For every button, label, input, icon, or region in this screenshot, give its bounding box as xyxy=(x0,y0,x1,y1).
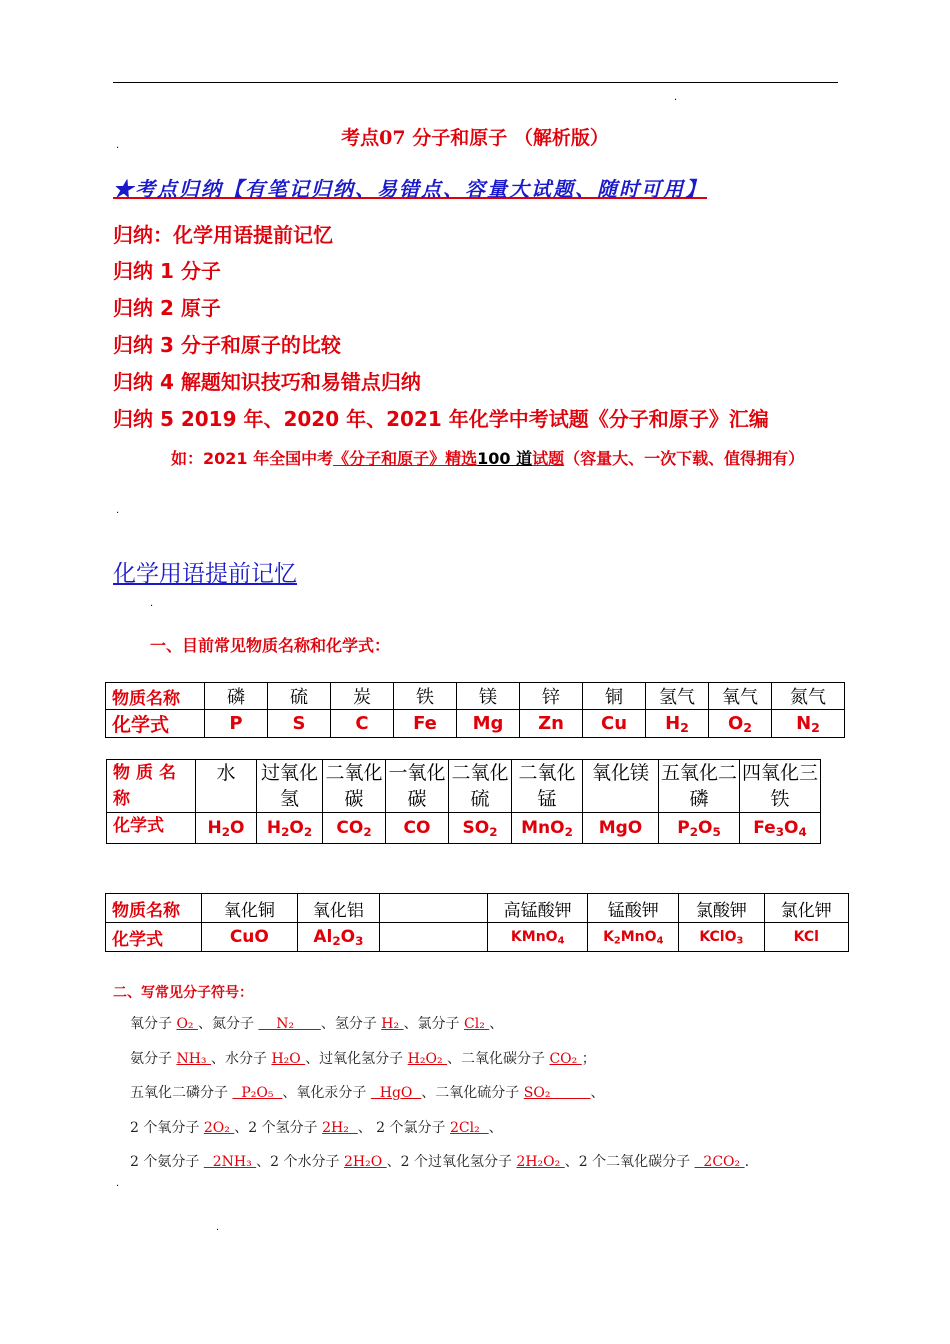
answer-blank[interactable]: Cl₂ xyxy=(464,1016,490,1032)
substance-name: 铜 xyxy=(583,683,646,710)
exercise-text: 、氧化汞分子 xyxy=(282,1085,371,1101)
answer-blank[interactable]: H₂O xyxy=(271,1050,306,1067)
chemical-formula: $CO_2$ xyxy=(323,813,386,844)
exercise-line xyxy=(130,1150,749,1185)
substance-name: 锌 xyxy=(520,683,583,710)
answer-blank[interactable]: SO₂ xyxy=(523,1085,591,1101)
note-link[interactable]: 试题 xyxy=(532,449,565,468)
chemical-formula: C xyxy=(331,710,394,738)
chemical-formula: S xyxy=(268,710,331,738)
substance-name: 锰酸钾 xyxy=(588,894,679,923)
substance-name: 高锰酸钾 xyxy=(487,894,587,923)
row-label: 物质名称 xyxy=(107,760,196,813)
substance-name xyxy=(380,894,488,923)
download-note xyxy=(113,440,843,478)
note-text: 如：2021 年全国中考 xyxy=(171,449,334,468)
exercise-line xyxy=(130,1012,749,1047)
exercise-text: 2 个氨分子 xyxy=(130,1154,204,1170)
section-title: 一、目前常见物质名称和化学式： xyxy=(150,636,391,655)
answer-blank[interactable]: N₂ xyxy=(258,1016,321,1032)
substance-name: 炭 xyxy=(331,683,394,710)
answer-blank[interactable]: 2Cl₂ xyxy=(449,1119,489,1136)
paragraph-mark: . xyxy=(116,505,120,516)
exercise-lines xyxy=(130,1012,749,1185)
exercise-text: 、2 个水分子 xyxy=(256,1154,344,1170)
exercise-text: 、氮分子 xyxy=(198,1016,259,1032)
chemical-formula: P xyxy=(205,710,268,738)
chemical-formula: $O_2$ xyxy=(709,710,772,738)
substance-name: 水 xyxy=(196,760,257,813)
row-label: 物质名称 xyxy=(106,683,205,710)
substance-name: 过氧化氢 xyxy=(257,760,323,813)
summary-item: 归纳 3 分子和原子的比较 xyxy=(113,333,341,357)
exercise-line xyxy=(130,1081,749,1116)
chemical-formula: $H_2O$ xyxy=(196,813,257,844)
answer-blank[interactable]: CO₂ xyxy=(549,1050,582,1067)
formula-table-2 xyxy=(106,759,821,844)
chemical-formula: Cu xyxy=(583,710,646,738)
exercise-text: 、 xyxy=(488,1119,503,1136)
summary-item: 归纳 4 解题知识技巧和易错点归纳 xyxy=(113,370,421,394)
chemical-formula: $H_2$ xyxy=(646,710,709,738)
substance-name: 氧气 xyxy=(709,683,772,710)
section-title: 二、写常见分子符号： xyxy=(113,985,253,1001)
exercise-line xyxy=(130,1116,749,1151)
chemical-formula: $N_2$ xyxy=(772,710,845,738)
answer-blank[interactable]: 2H₂O xyxy=(343,1154,387,1170)
chemical-formula: $P_2O_5$ xyxy=(659,813,740,844)
exercise-text: 、二氧化碳分子 xyxy=(447,1050,550,1067)
exercise-text: 、2 个二氧化碳分子 xyxy=(564,1154,695,1170)
answer-blank[interactable]: H₂ xyxy=(381,1016,404,1032)
chemical-formula xyxy=(380,923,488,952)
exercise-text: 2 个氧分子 xyxy=(130,1119,204,1136)
chemical-formula: Zn xyxy=(520,710,583,738)
exercise-line xyxy=(130,1047,749,1082)
page-title: 考点07 分子和原子 （解析版） xyxy=(341,127,609,149)
chemical-formula: $SO_2$ xyxy=(449,813,512,844)
chemical-formula: KCl xyxy=(764,923,848,952)
banner: ★考点归纳【有笔记归纳、易错点、容量大试题、随时可用】 xyxy=(113,177,707,201)
answer-blank[interactable]: HgO xyxy=(370,1085,422,1101)
substance-name: 二氧化硫 xyxy=(449,760,512,813)
exercise-text: 、 2 个氯分子 xyxy=(357,1119,450,1136)
substance-name: 四氧化三铁 xyxy=(740,760,821,813)
answer-blank[interactable]: H₂O₂ xyxy=(407,1050,448,1067)
summary-item: 归纳 2 原子 xyxy=(113,296,221,320)
note-count: 100 道 xyxy=(477,449,533,468)
substance-name: 氯化钾 xyxy=(764,894,848,923)
exercise-text: 、氢分子 xyxy=(320,1016,382,1032)
row-label: 物质名称 xyxy=(106,894,202,923)
substance-name: 硫 xyxy=(268,683,331,710)
row-label: 化学式 xyxy=(107,813,196,844)
answer-blank[interactable]: P₂O₅ xyxy=(232,1085,283,1101)
chemical-formula: $Al_2O_3$ xyxy=(297,923,380,952)
chemical-formula: KClO$_3$ xyxy=(679,923,765,952)
substance-name: 氢气 xyxy=(646,683,709,710)
substance-name: 氧化铝 xyxy=(297,894,380,923)
answer-blank[interactable]: O₂ xyxy=(176,1016,198,1032)
note-link[interactable]: 《分子和原子》精选 xyxy=(333,449,478,468)
answer-blank[interactable]: 2H₂O₂ xyxy=(516,1154,565,1170)
answer-blank[interactable]: NH₃ xyxy=(176,1050,211,1067)
chemical-formula: MnO$_2$ xyxy=(512,813,583,844)
substance-name: 五氧化二磷 xyxy=(659,760,740,813)
section-heading: 化学用语提前记忆 xyxy=(113,561,297,587)
exercise-text: 、过氧化氢分子 xyxy=(305,1050,408,1067)
substance-name: 磷 xyxy=(205,683,268,710)
substance-name: 一氧化碳 xyxy=(386,760,449,813)
substance-name: 二氧化锰 xyxy=(512,760,583,813)
formula-table-3 xyxy=(105,893,849,952)
exercise-text: 、 xyxy=(590,1085,605,1101)
paragraph-mark: . xyxy=(150,598,154,609)
substance-name: 氮气 xyxy=(772,683,845,710)
formula-table-1 xyxy=(105,682,845,738)
exercise-text: 、2 个过氧化氢分子 xyxy=(386,1154,517,1170)
substance-name: 镁 xyxy=(457,683,520,710)
exercise-text: 、氯分子 xyxy=(403,1016,465,1032)
answer-blank[interactable]: 2NH₃ xyxy=(203,1154,257,1170)
exercise-text: 、 xyxy=(489,1016,504,1032)
chemical-formula: $Fe_3O_4$ xyxy=(740,813,821,844)
paragraph-mark: . xyxy=(116,140,120,151)
substance-name: 氧化铜 xyxy=(202,894,297,923)
chemical-formula: CO xyxy=(386,813,449,844)
exercise-text: 五氧化二磷分子 xyxy=(130,1085,233,1101)
exercise-text: 、水分子 xyxy=(210,1050,272,1067)
exercise-text: 氨分子 xyxy=(130,1050,177,1067)
chemical-formula: $K_2MnO_4$ xyxy=(588,923,679,952)
exercise-text: 、2 个氢分子 xyxy=(234,1119,323,1136)
chemical-formula: CuO xyxy=(202,923,297,952)
summary-item: 归纳 1 分子 xyxy=(113,259,221,283)
answer-blank[interactable]: 2H₂ xyxy=(322,1119,358,1136)
answer-blank[interactable]: 2CO₂ xyxy=(694,1154,745,1170)
summary-item: 归纳 5 2019 年、2020 年、2021 年化学中考试题《分子和原子》汇编 xyxy=(113,407,769,431)
exercise-text: . xyxy=(744,1154,750,1170)
substance-name: 二氧化碳 xyxy=(323,760,386,813)
exercise-text: ； xyxy=(581,1050,596,1067)
answer-blank[interactable]: 2O₂ xyxy=(203,1119,235,1136)
chemical-formula: MgO xyxy=(583,813,659,844)
row-label: 化学式 xyxy=(106,710,205,738)
paragraph-mark: . xyxy=(116,1178,120,1189)
row-label: 化学式 xyxy=(106,923,202,952)
chemical-formula: Mg xyxy=(457,710,520,738)
header-rule xyxy=(113,82,838,83)
substance-name: 铁 xyxy=(394,683,457,710)
chemical-formula: KMnO$_4$ xyxy=(487,923,587,952)
summary-item: 归纳：化学用语提前记忆 xyxy=(113,223,333,247)
substance-name: 氧化镁 xyxy=(583,760,659,813)
exercise-text: 氧分子 xyxy=(130,1016,177,1032)
chemical-formula: $H_2O_2$ xyxy=(257,813,323,844)
substance-name: 氯酸钾 xyxy=(679,894,765,923)
paragraph-mark: . xyxy=(674,92,678,103)
exercise-text: 、二氧化硫分子 xyxy=(421,1085,524,1101)
chemical-formula: Fe xyxy=(394,710,457,738)
paragraph-mark: . xyxy=(216,1222,220,1233)
note-text: （容量大、一次下载、值得拥有） xyxy=(564,449,805,468)
